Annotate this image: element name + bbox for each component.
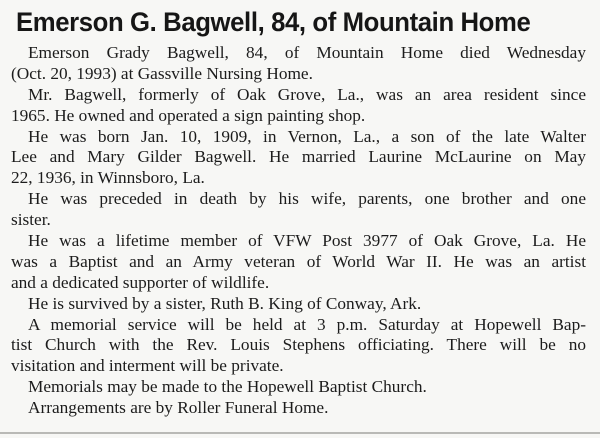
body-line: Lee and Mary Gilder Bagwell. He married Laurine McLaurine on May	[11, 147, 586, 167]
body-line: He was born Jan. 10, 1909, in Vernon, La., a son of the late Walter	[28, 126, 586, 146]
bottom-divider	[0, 432, 600, 434]
body-line: Arrangements are by Roller Funeral Home.	[28, 398, 329, 418]
body-line: He was preceded in death by his wife, parents, one brother and one	[28, 189, 586, 209]
obituary-headline: Emerson G. Bagwell, 84, of Mountain Home	[16, 7, 531, 37]
body-line: visitation and interment will be private.	[11, 356, 284, 376]
body-line: (Oct. 20, 1993) at Gassville Nursing Home.	[11, 63, 313, 83]
body-line: was a Baptist and an Army veteran of World War II. He was an artist	[11, 251, 586, 271]
body-line: 22, 1936, in Winnsboro, La.	[11, 168, 205, 188]
body-line: Memorials may be made to the Hopewell Baptist Church.	[28, 377, 427, 397]
body-line: Emerson Grady Bagwell, 84, of Mountain Home died Wednesday	[28, 43, 586, 62]
obituary-body	[11, 43, 586, 419]
body-line: He is survived by a sister, Ruth B. King of Conway, Ark.	[28, 293, 422, 313]
body-line: 1965. He owned and operated a sign painting shop.	[11, 105, 366, 125]
body-line: tist Church with the Rev. Louis Stephens officiating. There will be no	[11, 335, 586, 355]
body-line: A memorial service will be held at 3 p.m. Saturday at Hopewell Bap-	[28, 314, 586, 334]
body-line: Mr. Bagwell, formerly of Oak Grove, La., was an area resident since	[28, 84, 586, 104]
body-line: and a dedicated supporter of wildlife.	[11, 272, 270, 292]
body-line: He was a lifetime member of VFW Post 3977 of Oak Grove, La. He	[28, 231, 586, 251]
body-line: sister.	[11, 210, 51, 230]
